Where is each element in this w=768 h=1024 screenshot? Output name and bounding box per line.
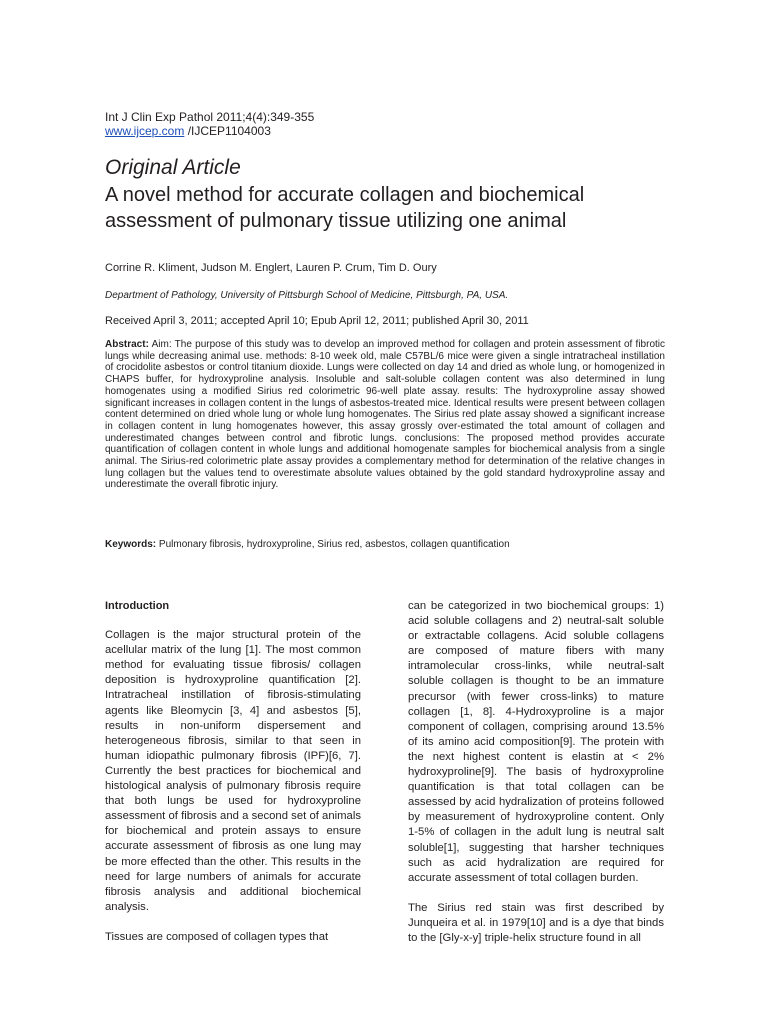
- manuscript-id: /IJCEP1104003: [187, 124, 271, 138]
- paragraph: Tissues are composed of collagen types that: [105, 930, 329, 943]
- affiliation: Department of Pathology, University of Pittsburgh School of Medicine, Pittsburgh, PA, USA.: [105, 290, 509, 301]
- abstract-text: Aim: The purpose of this study was to develop an improved method for collagen and protein assessment of fibrotic lungs while decreasing animal use. methods: 8-10 week old, male C57BL/6 mice were given a single intratracheal instillation of crocidolite asbestos or control titanium dioxide. Lungs were collected on day 14 and dried as whole lung, or homogenized in CHAPS buffer, for hydroxyproline analysis. Insoluble and salt-soluble collagen content was also determined in lung homogenates using a modified Sirius red colorimetric 96-well plate assay. results: The hydroxyproline assay showed significant increases in collagen content in the lungs of asbestos-treated mice. Identical results were present between collagen content determined on dried whole lung or whole lung homogenates. The Sirius red plate assay showed a significant increase in collagen content in lung homogenates however, this assay grossly over-estimated the total amount of collagen and underestimated changes between control and fibrotic lungs. conclusions: The proposed method provides accurate quantification of collagen content in whole lungs and additional homogenate samples for biochemical analysis from a single animal. The Sirius-red colorimetric plate assay provides a complementary method for determination of the relative changes in lung collagen but the values tend to overestimate absolute values obtained by the gold standard hydroxyproline assay and underestimate the overall fibrotic injury.: [105, 339, 666, 491]
- keywords: [105, 539, 510, 551]
- article-title: A novel method for accurate collagen and biochemical assessment of pulmonary tissue utilizing one animal: [105, 184, 585, 232]
- journal-url-line: [105, 124, 271, 138]
- article-type: Original Article: [105, 156, 241, 179]
- paragraph: Collagen is the major structural protein of the acellular matrix of the lung [1]. The most common method for evaluating tissue fibrosis/ collagen deposition is hydroxyproline quantification [2]. Intratracheal instillation of fibrosis-stimulating agents like Bleomycin [3, 4] and asbestos [5], results in non-uniform dispersement and heterogeneous fibrosis, similar to that seen in human idiopathic pulmonary fibrosis (IPF)[6, 7]. Currently the best practices for biochemical and histological analysis of pulmonary fibrosis require that both lungs be used for hydroxyproline assessment of fibrosis and a second set of animals for biochemical and protein assays to ensure accurate assessment of fibrosis as one lung may be more effected than the other. This results in the need for large numbers of animals for accurate fibrosis analysis and additional biochemical analysis.: [105, 629, 361, 913]
- paragraph: can be categorized in two biochemical groups: 1) acid soluble collagens and 2) neutral-salt soluble or extractable collagens. Acid soluble collagens are composed of mature fibers with many intramolecular cross-links, while neutral-salt soluble collagen is thought to be an immature precursor (with fewer cross-links) to mature collagen [1, 8]. 4-Hydroxyproline is a major component of collagen, comprising around 13.5% of its amino acid composition[9]. The protein with the next highest content is elastin at < 2% hydroxyproline[9]. The basis of hydroxyproline quantification is that total collagen can be assessed by acid hydralization of proteins followed by measurement of hydroxyproline content. Only 1-5% of collagen in the adult lung is neutral salt soluble[1], suggesting that harsher techniques such as acid hydralization are required for accurate assessment of total collagen burden.: [408, 600, 664, 884]
- paragraph: The Sirius red stain was first described by Junqueira et al. in 1979[10] and is a dye that binds to the [Gly-x-y] triple-helix structure found in all: [408, 901, 664, 944]
- body-column-right: [408, 599, 664, 961]
- publication-dates: Received April 3, 2011; accepted April 10; Epub April 12, 2011; published April 30, 2011: [105, 315, 529, 327]
- section-heading-introduction: Introduction: [105, 600, 170, 612]
- abstract-label: Abstract:: [105, 339, 149, 350]
- abstract: [105, 339, 665, 491]
- body-column-left: [105, 599, 361, 960]
- journal-website-link[interactable]: www.ijcep.com: [105, 124, 185, 138]
- keywords-label: Keywords:: [105, 539, 157, 550]
- author-list: Corrine R. Kliment, Judson M. Englert, Lauren P. Crum, Tim D. Oury: [105, 262, 437, 274]
- journal-citation: Int J Clin Exp Pathol 2011;4(4):349-355: [105, 110, 315, 124]
- keywords-text: Pulmonary fibrosis, hydroxyproline, Sirius red, asbestos, collagen quantification: [158, 539, 510, 550]
